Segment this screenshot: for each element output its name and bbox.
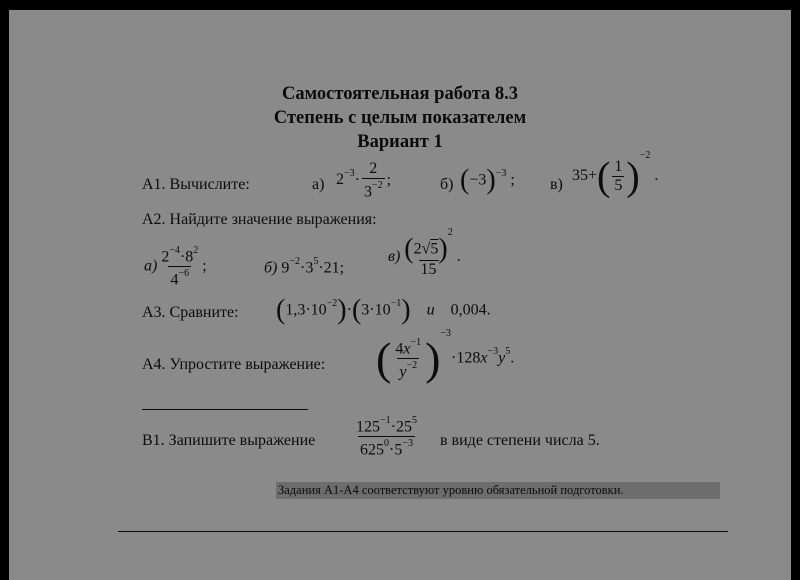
task-a4-expr: ( $\frac{4x^{-1}}{y^{-2}}$ )$^{-3}\cdot 128x^{-3}y^5$. — [376, 328, 515, 384]
separator-long — [118, 531, 728, 532]
task-a3-label: А3. Сравните: — [142, 304, 239, 321]
task-a1-b-marker: б) — [440, 176, 454, 193]
doc-title: Самостоятельная работа 8.3 — [281, 84, 519, 104]
task-b1-label: В1. Запишите выражение — [142, 432, 316, 449]
task-a3-and: и — [426, 301, 435, 319]
task-a3-value: 0,004 — [450, 301, 487, 319]
task-a3-expr: $(1,3\cdot 10^{-2})\cdot(3\cdot 10^{-1})$ и 0,004. — [276, 294, 491, 326]
task-b1-tail: в виде степени числа 5. — [440, 432, 600, 449]
task-a4-label: А4. Упростите выражение: — [142, 356, 326, 373]
task-a2-label: А2. Найдите значение выражения: — [142, 211, 377, 228]
task-a1-c-expr: 35+( $\frac{1}{5}$ )$^{-2}$ . — [572, 149, 659, 199]
task-a1-c-marker: в) — [550, 176, 563, 193]
task-a2-b-expr: б) $9^{-2}\cdot 3^5\cdot 21$; — [264, 256, 345, 277]
task-a1-a-marker: а) — [312, 176, 325, 193]
doc-variant: Вариант 1 — [357, 132, 443, 152]
task-a2-a-expr: а) $\frac{2^{-4}\cdot 8^2}{4^{-6}}$ ; — [144, 245, 207, 289]
task-a1-label: А1. Вычислите: — [142, 176, 250, 193]
separator-short — [142, 409, 308, 410]
task-a1-a-expr: $2^{-3}\cdot$ $\frac{2}{3^{-2}}$ ; — [336, 160, 392, 201]
task-a1-b-expr: $(-3)^{-3}$ ; — [460, 164, 515, 196]
doc-subtitle: Степень с целым показателем — [273, 108, 527, 128]
footnote: Задания А1-А4 соответствуют уровню обязательной подготовки. — [276, 482, 720, 499]
task-a2-c-expr: в) $\frac{(2√5)^2}{15}$ . — [388, 227, 461, 278]
task-b1-expr: $\frac{125^{-1}\cdot 25^5}{625^0\cdot 5^{-3}}$ — [356, 415, 417, 459]
